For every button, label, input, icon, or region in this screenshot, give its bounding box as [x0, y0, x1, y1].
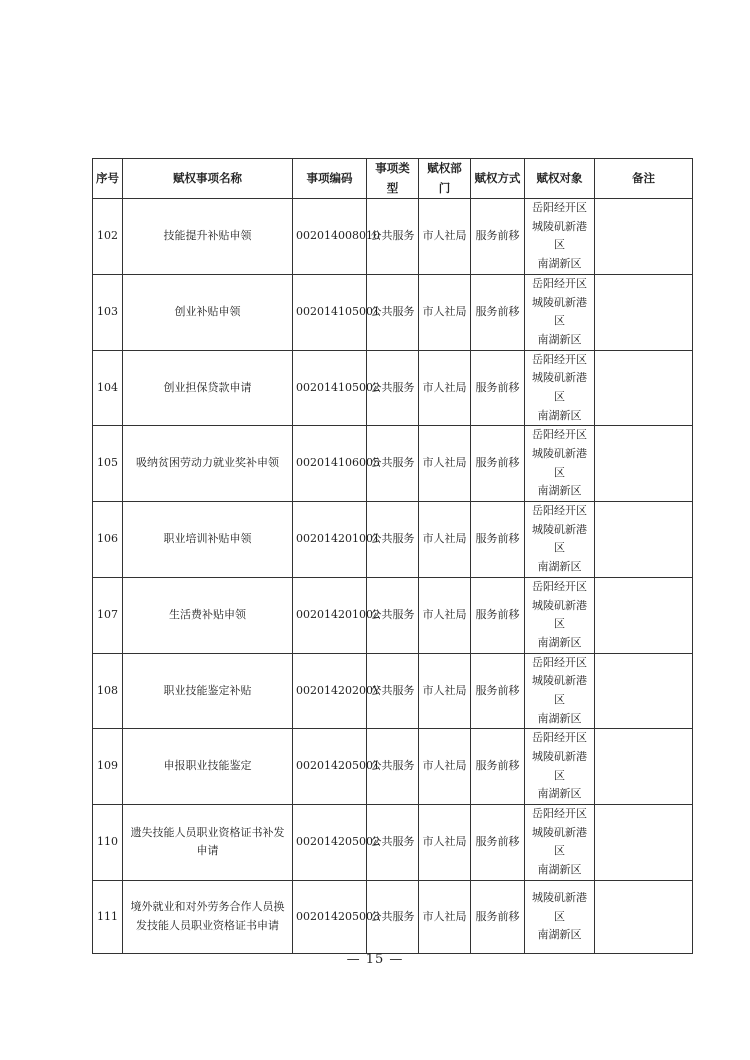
target-entry: 城陵矶新港区	[532, 891, 587, 923]
target-entry: 城陵矶新港区	[532, 295, 587, 328]
cell-remarks	[595, 653, 693, 729]
cell-remarks	[595, 426, 693, 502]
table-row	[93, 274, 693, 350]
cell-remarks	[595, 729, 693, 805]
cell-serial: 104	[93, 350, 123, 426]
cell-item-type: 公共服务	[367, 502, 419, 578]
cell-item-name: 创业补贴申领	[123, 274, 293, 350]
cell-remarks	[595, 805, 693, 881]
cell-department: 市人社局	[419, 880, 471, 954]
target-entry: 城陵矶新港区	[532, 522, 587, 555]
cell-targets	[525, 274, 595, 350]
cell-item-code: 002014106005	[293, 426, 367, 502]
cell-department: 市人社局	[419, 426, 471, 502]
cell-targets	[525, 577, 595, 653]
cell-item-type: 公共服务	[367, 653, 419, 729]
cell-item-code: 002014201001	[293, 502, 367, 578]
target-entry: 岳阳经开区	[532, 428, 587, 442]
cell-targets	[525, 880, 595, 954]
cell-item-type: 公共服务	[367, 729, 419, 805]
target-entry: 南湖新区	[537, 863, 582, 877]
cell-method: 服务前移	[471, 880, 525, 954]
cell-item-name: 境外就业和对外劳务合作人员换发技能人员职业资格证书申请	[123, 880, 293, 954]
target-entry: 南湖新区	[537, 408, 582, 422]
cell-item-type: 公共服务	[367, 880, 419, 954]
target-entry: 城陵矶新港区	[532, 219, 587, 252]
table-row	[93, 199, 693, 275]
page-number: — 15 —	[346, 952, 404, 967]
cell-method: 服务前移	[471, 199, 525, 275]
cell-item-type: 公共服务	[367, 199, 419, 275]
target-entry: 南湖新区	[537, 635, 582, 649]
cell-department: 市人社局	[419, 502, 471, 578]
target-entry: 南湖新区	[537, 711, 582, 725]
cell-method: 服务前移	[471, 502, 525, 578]
cell-department: 市人社局	[419, 729, 471, 805]
cell-department: 市人社局	[419, 199, 471, 275]
cell-serial: 102	[93, 199, 123, 275]
cell-item-type: 公共服务	[367, 577, 419, 653]
header-targets: 赋权对象	[525, 159, 595, 199]
cell-serial: 108	[93, 653, 123, 729]
cell-serial: 106	[93, 502, 123, 578]
table-row	[93, 729, 693, 805]
cell-method: 服务前移	[471, 805, 525, 881]
cell-item-type: 公共服务	[367, 274, 419, 350]
cell-serial: 111	[93, 880, 123, 954]
cell-remarks	[595, 274, 693, 350]
cell-department: 市人社局	[419, 274, 471, 350]
cell-method: 服务前移	[471, 426, 525, 502]
cell-targets	[525, 426, 595, 502]
target-entry: 南湖新区	[537, 787, 582, 801]
target-entry: 南湖新区	[537, 257, 582, 271]
cell-item-code: 002014105001	[293, 274, 367, 350]
header-item-code: 事项编码	[293, 159, 367, 199]
cell-department: 市人社局	[419, 805, 471, 881]
cell-department: 市人社局	[419, 653, 471, 729]
target-entry: 岳阳经开区	[532, 352, 587, 366]
cell-item-type: 公共服务	[367, 805, 419, 881]
target-entry: 岳阳经开区	[532, 504, 587, 518]
table-row	[93, 350, 693, 426]
cell-method: 服务前移	[471, 350, 525, 426]
target-entry: 城陵矶新港区	[532, 825, 587, 858]
table-row	[93, 653, 693, 729]
table-row	[93, 805, 693, 881]
target-entry: 岳阳经开区	[532, 579, 587, 593]
target-entry: 南湖新区	[537, 332, 582, 346]
cell-item-name: 职业技能鉴定补贴	[123, 653, 293, 729]
cell-remarks	[595, 350, 693, 426]
cell-method: 服务前移	[471, 577, 525, 653]
cell-targets	[525, 653, 595, 729]
cell-item-name: 吸纳贫困劳动力就业奖补申领	[123, 426, 293, 502]
table-row	[93, 426, 693, 502]
target-entry: 城陵矶新港区	[532, 674, 587, 706]
cell-item-code: 002014008010	[293, 199, 367, 275]
cell-serial: 110	[93, 805, 123, 881]
table-row	[93, 577, 693, 653]
target-entry: 南湖新区	[537, 560, 582, 574]
header-remarks: 备注	[595, 159, 693, 199]
target-entry: 城陵矶新港区	[532, 371, 587, 403]
cell-item-name: 生活费补贴申领	[123, 577, 293, 653]
cell-method: 服务前移	[471, 274, 525, 350]
cell-department: 市人社局	[419, 577, 471, 653]
table-row	[93, 880, 693, 954]
cell-item-name: 技能提升补贴申领	[123, 199, 293, 275]
cell-targets	[525, 199, 595, 275]
header-item-type: 事项类型	[367, 159, 419, 199]
table-row	[93, 502, 693, 578]
header-serial: 序号	[93, 159, 123, 199]
header-item-name: 赋权事项名称	[123, 159, 293, 199]
cell-item-type: 公共服务	[367, 350, 419, 426]
target-entry: 南湖新区	[537, 484, 582, 498]
cell-item-name: 遗失技能人员职业资格证书补发申请	[123, 805, 293, 881]
cell-item-code: 002014105002	[293, 350, 367, 426]
cell-item-code: 002014201002	[293, 577, 367, 653]
target-entry: 岳阳经开区	[532, 655, 587, 669]
cell-item-name: 职业培训补贴申领	[123, 502, 293, 578]
target-entry: 城陵矶新港区	[532, 750, 587, 782]
cell-serial: 103	[93, 274, 123, 350]
cell-method: 服务前移	[471, 729, 525, 805]
empowerment-items-table	[92, 158, 693, 954]
cell-serial: 105	[93, 426, 123, 502]
cell-item-name: 创业担保贷款申请	[123, 350, 293, 426]
cell-item-code: 002014205001	[293, 729, 367, 805]
cell-item-code: 002014205002	[293, 805, 367, 881]
cell-item-code: 002014205003	[293, 880, 367, 954]
target-entry: 城陵矶新港区	[532, 598, 587, 631]
header-department: 赋权部门	[419, 159, 471, 199]
target-entry: 岳阳经开区	[532, 731, 587, 745]
cell-targets	[525, 350, 595, 426]
target-entry: 岳阳经开区	[532, 201, 587, 215]
target-entry: 南湖新区	[537, 928, 582, 942]
cell-remarks	[595, 880, 693, 954]
cell-remarks	[595, 199, 693, 275]
cell-item-code: 00201420200Y	[293, 653, 367, 729]
table-header-row	[93, 159, 693, 199]
cell-targets	[525, 502, 595, 578]
cell-method: 服务前移	[471, 653, 525, 729]
target-entry: 岳阳经开区	[532, 807, 587, 821]
cell-remarks	[595, 502, 693, 578]
cell-item-type: 公共服务	[367, 426, 419, 502]
cell-serial: 107	[93, 577, 123, 653]
cell-item-name: 申报职业技能鉴定	[123, 729, 293, 805]
target-entry: 岳阳经开区	[532, 276, 587, 290]
cell-remarks	[595, 577, 693, 653]
cell-targets	[525, 805, 595, 881]
cell-targets	[525, 729, 595, 805]
header-method: 赋权方式	[471, 159, 525, 199]
cell-serial: 109	[93, 729, 123, 805]
cell-department: 市人社局	[419, 350, 471, 426]
target-entry: 城陵矶新港区	[532, 447, 587, 479]
